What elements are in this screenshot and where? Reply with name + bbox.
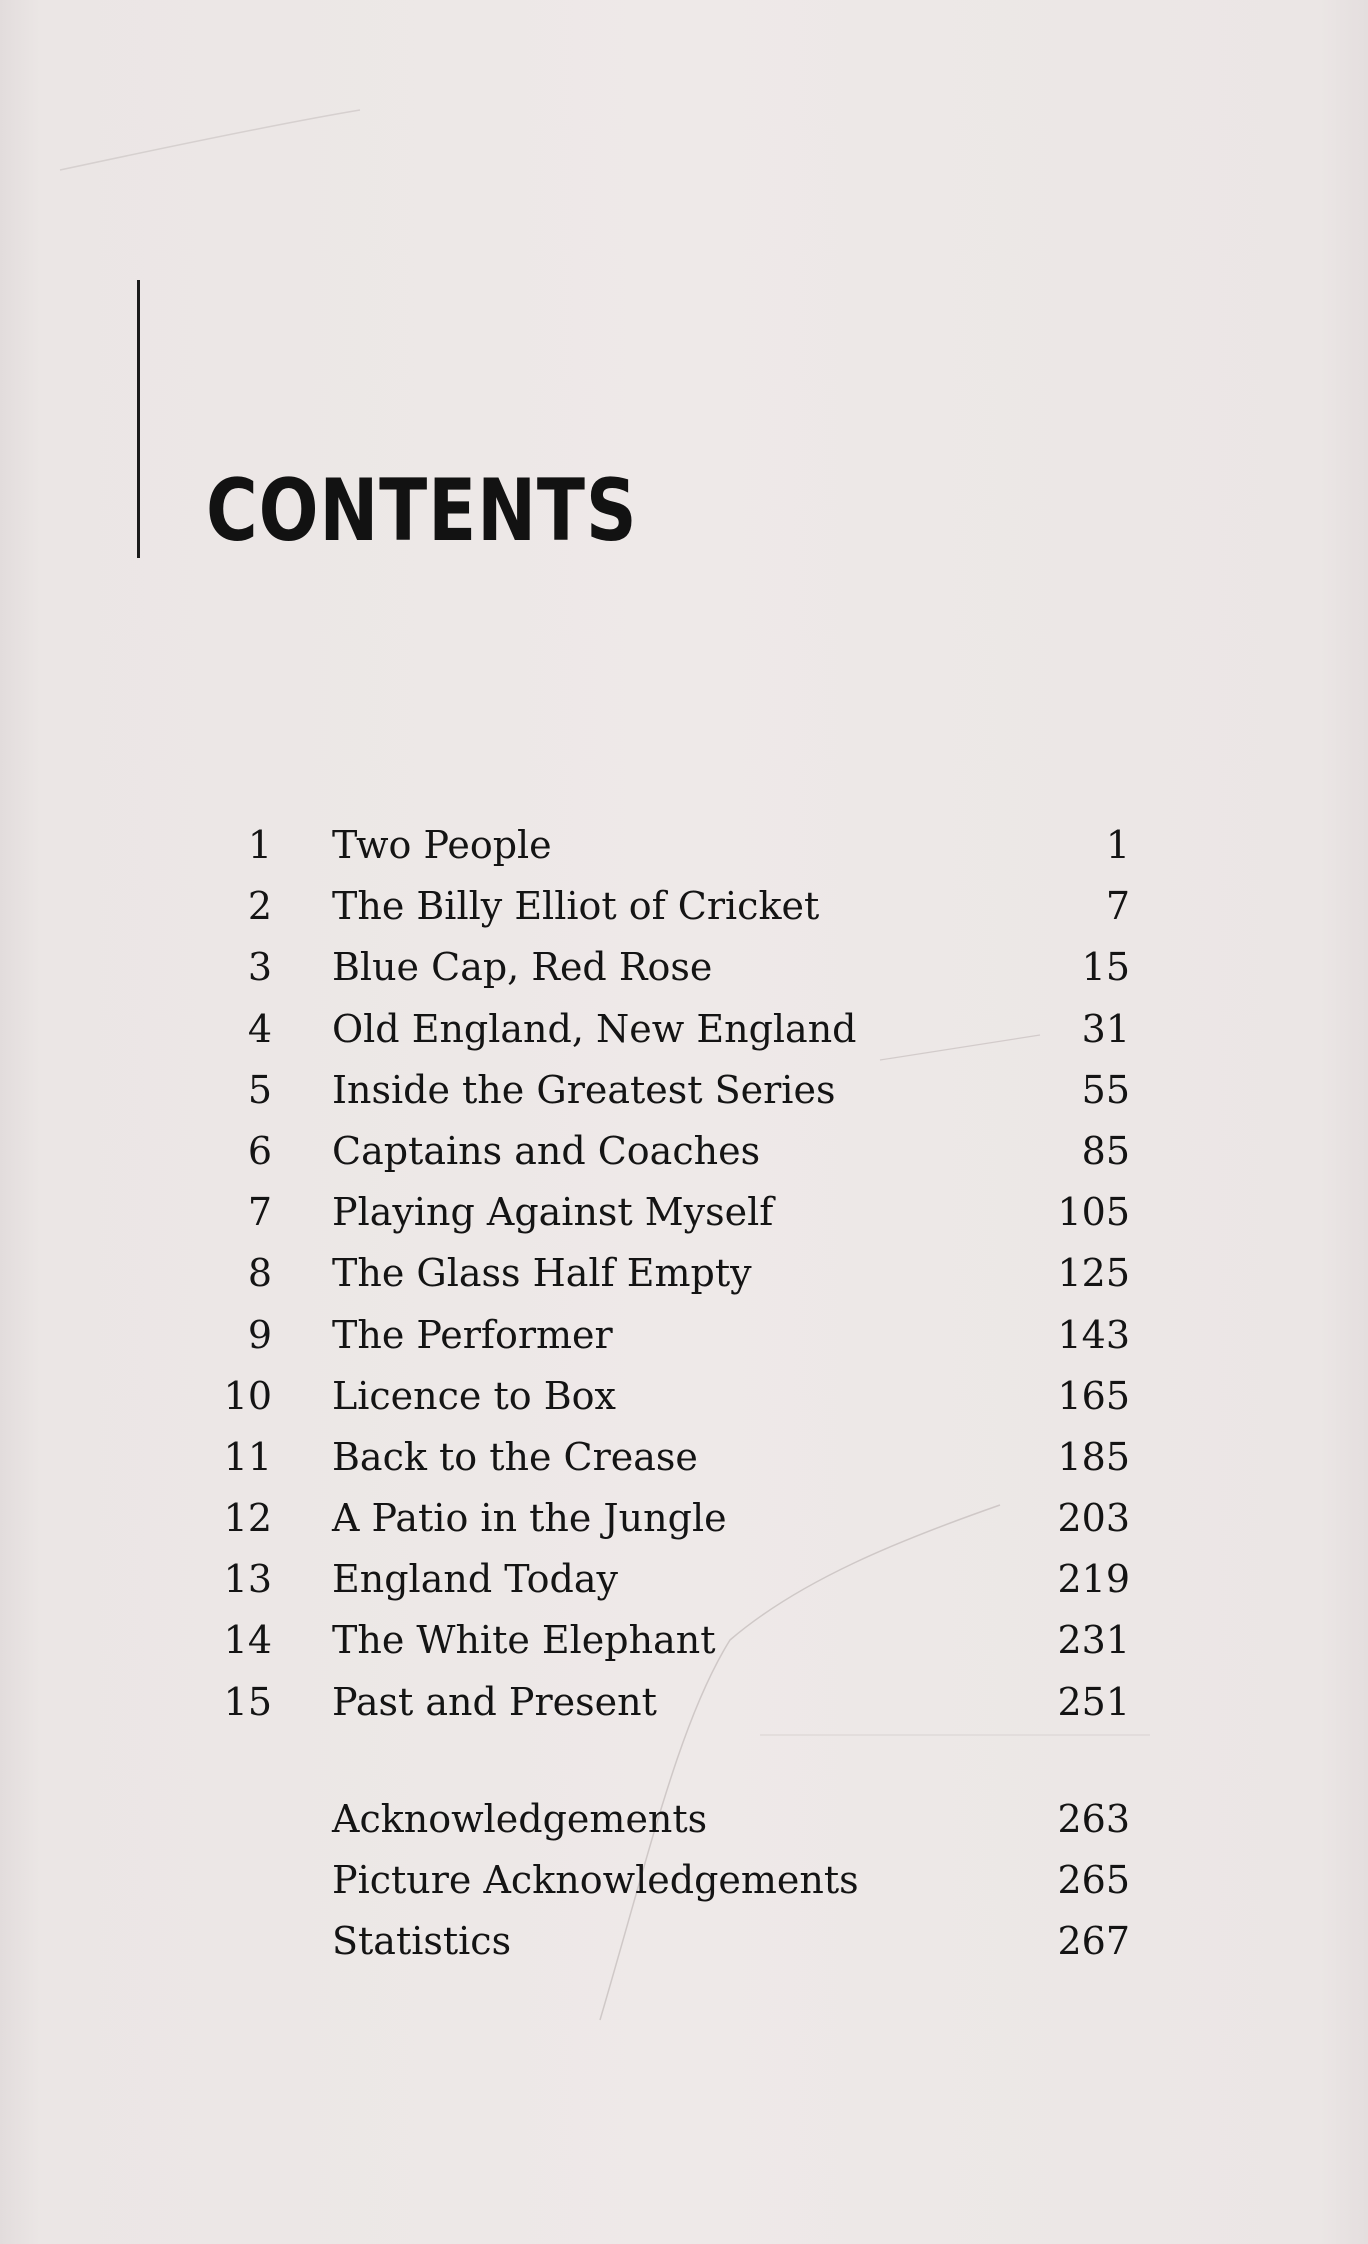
page-number: 267: [1057, 1919, 1130, 1964]
toc-row[interactable]: [200, 1305, 1130, 1366]
chapter-number: 10: [223, 1373, 272, 1418]
page-number: 185: [1057, 1434, 1130, 1479]
chapter-title: The Glass Half Empty: [332, 1251, 752, 1296]
chapter-number: 15: [223, 1679, 272, 1724]
table-of-contents: [200, 815, 1130, 1972]
chapter-title: A Patio in the Jungle: [332, 1496, 727, 1541]
toc-row-back-matter[interactable]: [200, 1850, 1130, 1911]
chapter-title: England Today: [332, 1557, 618, 1602]
chapter-number: 1: [247, 823, 272, 867]
chapter-title: Inside the Greatest Series: [332, 1067, 836, 1112]
chapter-title: Back to the Crease: [332, 1434, 698, 1479]
page-number: 1: [1105, 823, 1130, 867]
chapter-number: 5: [247, 1067, 272, 1112]
section-title: Picture Acknowledgements: [332, 1858, 859, 1902]
chapter-title: Captains and Coaches: [332, 1128, 761, 1173]
page-number: 31: [1081, 1006, 1130, 1051]
section-title: Acknowledgements: [332, 1796, 708, 1841]
chapter-number: 2: [247, 884, 272, 929]
toc-row[interactable]: [200, 999, 1130, 1060]
page-number: 7: [1105, 884, 1130, 929]
toc-row-back-matter[interactable]: [200, 1789, 1130, 1850]
chapter-title: Licence to Box: [332, 1373, 616, 1418]
chapter-number: 6: [247, 1128, 272, 1173]
page-number: 231: [1057, 1618, 1130, 1663]
chapter-number: 8: [247, 1251, 272, 1296]
chapter-number: 3: [247, 945, 272, 990]
title-rule: [137, 280, 140, 558]
back-matter-list: [200, 1789, 1130, 1973]
toc-row[interactable]: [200, 1488, 1130, 1549]
toc-row[interactable]: [200, 1549, 1130, 1610]
toc-row[interactable]: [200, 815, 1130, 876]
toc-row[interactable]: [200, 1610, 1130, 1671]
chapter-title: Past and Present: [332, 1679, 657, 1724]
chapter-number: 9: [247, 1312, 272, 1357]
chapter-number: 11: [223, 1434, 272, 1479]
page-number: 203: [1057, 1496, 1130, 1541]
page-number: 15: [1081, 945, 1130, 990]
page-number: 219: [1057, 1557, 1130, 1602]
page-number: 85: [1081, 1128, 1130, 1173]
chapter-number: 12: [223, 1496, 272, 1541]
chapter-title: Old England, New England: [332, 1006, 857, 1051]
chapter-title: Blue Cap, Red Rose: [332, 945, 713, 990]
chapter-number: 7: [247, 1190, 272, 1235]
chapter-title: Playing Against Myself: [332, 1190, 774, 1235]
toc-row[interactable]: [200, 1182, 1130, 1243]
page-title: CONTENTS: [206, 461, 638, 561]
toc-row[interactable]: [200, 1672, 1130, 1733]
toc-row[interactable]: [200, 1243, 1130, 1304]
chapter-title: The White Elephant: [332, 1618, 716, 1663]
chapter-number: 4: [247, 1006, 272, 1051]
toc-row[interactable]: [200, 1121, 1130, 1182]
chapter-number: 14: [223, 1618, 272, 1663]
toc-row[interactable]: [200, 937, 1130, 998]
chapter-title: The Performer: [332, 1312, 613, 1357]
toc-row[interactable]: [200, 1060, 1130, 1121]
page-number: 265: [1057, 1858, 1130, 1902]
chapter-number: 13: [223, 1557, 272, 1602]
page-number: 125: [1057, 1251, 1130, 1296]
page-number: 143: [1057, 1312, 1130, 1357]
page-number: 55: [1081, 1067, 1130, 1112]
chapter-title: The Billy Elliot of Cricket: [332, 884, 820, 929]
toc-row[interactable]: [200, 1366, 1130, 1427]
page-number: 251: [1057, 1679, 1130, 1724]
page-number: 165: [1057, 1373, 1130, 1418]
toc-row-back-matter[interactable]: [200, 1911, 1130, 1972]
page-number: 263: [1057, 1796, 1130, 1841]
toc-row[interactable]: [200, 1427, 1130, 1488]
section-title: Statistics: [332, 1919, 512, 1964]
chapter-title: Two People: [332, 823, 552, 867]
page-number: 105: [1057, 1190, 1130, 1235]
toc-row[interactable]: [200, 876, 1130, 937]
